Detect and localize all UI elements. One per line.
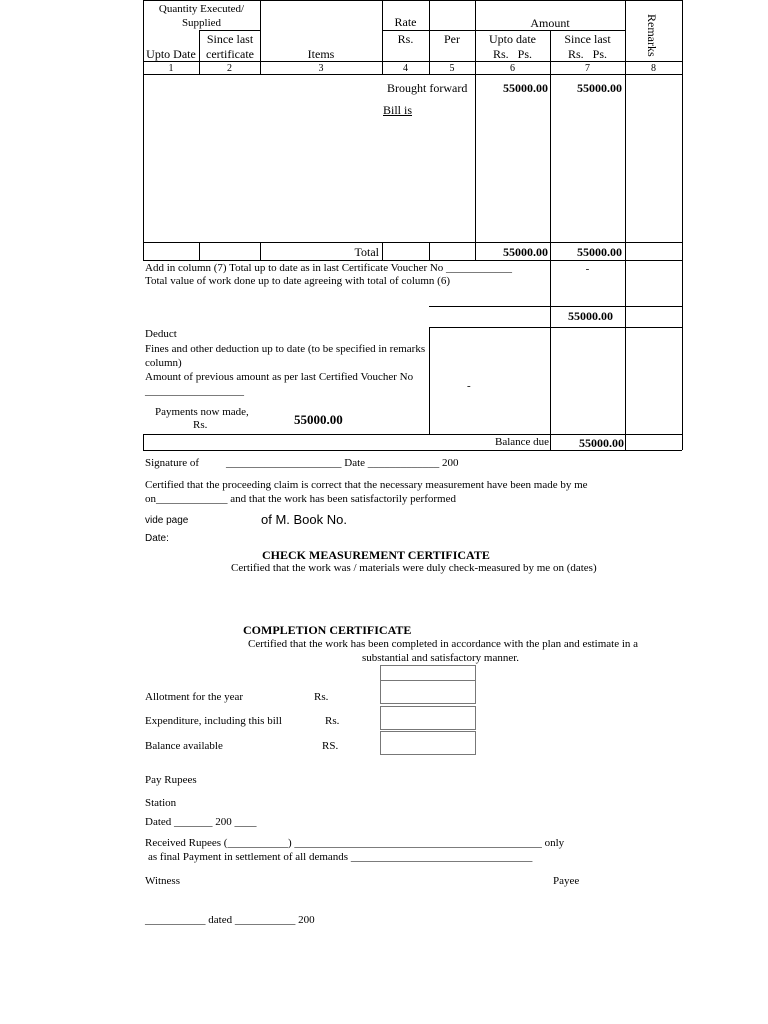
witness-label: Witness (145, 875, 180, 887)
brought-forward-since: 55000.00 (577, 81, 622, 95)
prev-amount-blank: __________________ (145, 385, 244, 397)
rs-ps-since: Rs. Ps. (567, 47, 608, 61)
signature-label: Signature of (145, 457, 200, 469)
allotment-box (380, 680, 476, 704)
col-number-6: 6 (510, 63, 515, 74)
prev-amount-dash: - (467, 380, 471, 392)
items-header: Items (307, 47, 335, 61)
add-col7-text: Add in column (7) Total up to date as in last Certificate Voucher No ____________ (145, 262, 513, 274)
received-rupees-line: Received Rupees (___________) _____________________________________________ only (145, 837, 565, 849)
completion-line-1: Certified that the work has been completed in accordance with the plan and estimate in a (248, 638, 639, 650)
total-value-amount: 55000.00 (568, 309, 613, 323)
col-number-4: 4 (403, 63, 408, 74)
since-last-header: Since last (206, 32, 254, 46)
certificate-header: certificate (206, 47, 254, 61)
col-number-3: 3 (318, 63, 324, 74)
brought-forward-label: Brought forward (387, 81, 468, 95)
rate-header: Rate (394, 15, 417, 29)
dated-line: Dated _______ 200 ____ (145, 816, 257, 828)
rate-unit-header: Rs. (397, 32, 414, 46)
amount-since-header: Since last (564, 32, 611, 46)
quantity-header-line1: Quantity Executed/ (158, 3, 245, 15)
col-number-7: 7 (585, 63, 590, 74)
completion-line-2: substantial and satisfactory manner. (362, 652, 520, 664)
prev-amount-text: Amount of previous amount as per last Certified Voucher No (145, 371, 414, 383)
col-number-8: 8 (651, 63, 656, 74)
total-label: Total (354, 245, 379, 259)
mbook-label: of M. Book No. (261, 512, 347, 527)
expenditure-label: Expenditure, including this bill (145, 715, 282, 727)
pay-rupees-label: Pay Rupees (145, 774, 197, 786)
col-number-5: 5 (449, 63, 455, 74)
deduct-label: Deduct (145, 328, 177, 340)
balance-label: Balance available (145, 740, 223, 752)
brought-forward-upto: 55000.00 (503, 81, 548, 95)
amount-upto-header: Upto date (489, 32, 536, 46)
balance-due-label: Balance due (495, 436, 550, 448)
amount-header: Amount (530, 16, 570, 30)
total-since: 55000.00 (577, 245, 622, 259)
balance-box (380, 731, 476, 755)
budget-box-top (380, 665, 476, 681)
fines-text-2: column) (145, 357, 182, 369)
fines-text-1: Fines and other deduction up to date (to be specified in remarks (145, 343, 426, 355)
total-upto: 55000.00 (503, 245, 548, 259)
completion-title: COMPLETION CERTIFICATE (243, 623, 412, 637)
payments-label: Payments now made, (155, 406, 249, 418)
allotment-label: Allotment for the year (145, 691, 244, 703)
payments-amount: 55000.00 (294, 412, 343, 427)
date-label: Date: (145, 533, 169, 544)
check-measurement-title: CHECK MEASUREMENT CERTIFICATE (262, 548, 490, 562)
certified-line-2: on_____________ and that the work has been satisfactorily performed (145, 493, 456, 505)
expenditure-box (380, 706, 476, 730)
balance-due-amount: 55000.00 (579, 436, 624, 450)
add-col7-value: - (585, 263, 590, 275)
final-payment-line: as final Payment in settlement of all demands _________________________________ (148, 851, 533, 863)
remarks-header: Remarks (645, 14, 659, 57)
total-value-text: Total value of work done up to date agreeing with total of column (6) (145, 275, 451, 287)
payments-rs: Rs. (193, 419, 208, 431)
station-label: Station (145, 797, 177, 809)
bill-is-label: Bill is (383, 103, 413, 117)
check-measurement-text: Certified that the work was / materials were duly check-measured by me on (dates) (231, 562, 597, 574)
balance-rs: RS. (322, 740, 339, 752)
expenditure-rs: Rs. (325, 715, 340, 727)
upto-date-header: Upto Date (146, 47, 196, 61)
certified-line-1: Certified that the proceeding claim is correct that the necessary measurement have been made by me (145, 479, 588, 491)
per-header: Per (444, 32, 460, 46)
signature-line: _____________________ Date _____________ 200 (226, 457, 459, 469)
rs-ps-upto: Rs. Ps. (492, 47, 533, 61)
quantity-header-line2: Supplied (181, 17, 222, 29)
col-number-1: 1 (168, 63, 174, 74)
col-number-2: 2 (227, 63, 232, 74)
allotment-rs: Rs. (314, 691, 329, 703)
payee-label: Payee (553, 875, 580, 887)
bottom-dated-line: ___________ dated ___________ 200 (145, 914, 315, 926)
quantity-header (143, 4, 260, 29)
vide-page-label: vide page (145, 515, 189, 526)
